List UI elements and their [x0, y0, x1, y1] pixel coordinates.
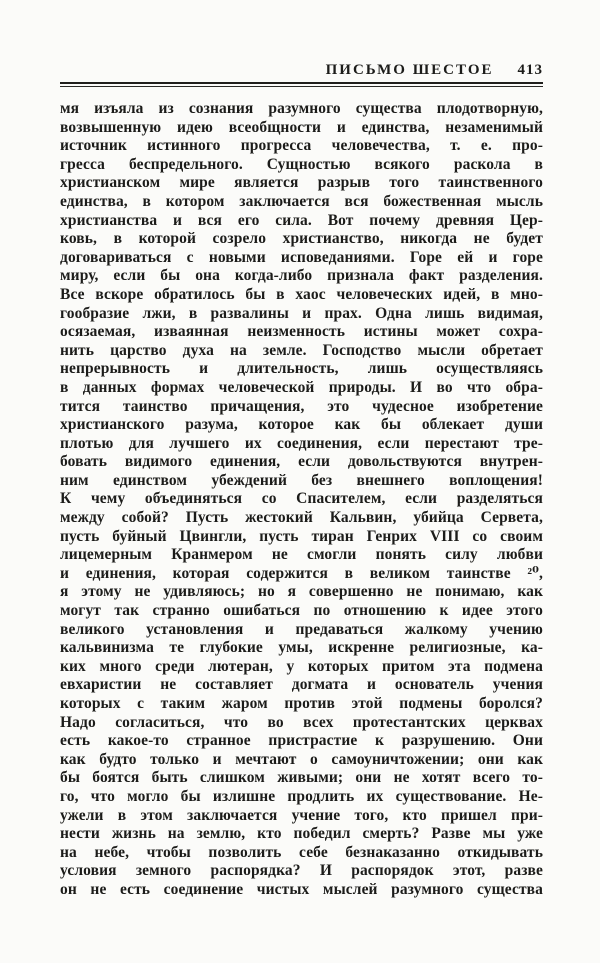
- text-line: в данных формах человеческой природы. И во что обра-: [60, 378, 543, 396]
- text-line: непрерывность и длительность, лишь осуществляясь: [60, 360, 543, 378]
- text-line: ужели в этом заключается учение того, кто пришел при-: [60, 806, 543, 824]
- text-line: лицемерным Кранмером не смогли понять силу любви: [60, 546, 543, 564]
- text-line: гресса беспредельного. Сущностью всякого раскола в: [60, 155, 543, 173]
- text-line: есть какое-то странное пристрастие к разрушению. Они: [60, 732, 543, 750]
- text-line: христианском мире является разрыв того таинственного: [60, 174, 543, 192]
- body-text: [60, 100, 543, 900]
- text-line: го, что могло бы излишне продлить их существование. Не-: [60, 787, 543, 805]
- text-line: пусть буйный Цвингли, пусть тиран Генрих VIII со своим: [60, 527, 543, 545]
- text-line: миру, если бы она когда-либо признала факт разделения.: [60, 267, 543, 285]
- text-line: евхаристии не составляет догмата и основатель учения: [60, 676, 543, 694]
- text-line: нить царство духа на земле. Господство мысли обретает: [60, 341, 543, 359]
- text-line: Все вскоре обратилось бы в хаос человеческих идей, в мно-: [60, 285, 543, 303]
- text-line: единства, в котором заключается вся божественная мысль: [60, 192, 543, 210]
- text-line: нести жизнь на землю, кто победил смерть? Разве мы уже: [60, 825, 543, 843]
- text-line: и единения, которая содержится в великом таинстве ²⁰,: [60, 564, 543, 582]
- text-line: между собой? Пусть жестокий Кальвин, убийца Сервета,: [60, 509, 543, 527]
- page-number: 413: [517, 62, 543, 78]
- text-line: Надо согласиться, что во всех протестантских церквах: [60, 713, 543, 731]
- text-line: возвышенную идею всеобщности и единства, незаменимый: [60, 118, 543, 136]
- text-line: договариваться с новыми исповеданиями. Горе ей и горе: [60, 248, 543, 266]
- text-line: осязаемая, изваянная неизменность истины может сохра-: [60, 323, 543, 341]
- text-line: могут так странно ошибаться по отношению к идее этого: [60, 602, 543, 620]
- text-line: христианства и вся его сила. Вот почему древняя Цер-: [60, 211, 543, 229]
- text-line: кальвинизма те глубокие умы, искренне религиозные, ка-: [60, 639, 543, 657]
- text-line: великого установления и предаваться жалкому учению: [60, 620, 543, 638]
- text-line: бовать видимого единения, если довольствуются внутрен-: [60, 453, 543, 471]
- text-line: я этому не удивляюсь; но я совершенно не понимаю, как: [60, 583, 543, 601]
- text-line: мя изъяла из сознания разумного существа плодотворную,: [60, 100, 543, 117]
- running-title: ПИСЬМО ШЕСТОЕ: [325, 62, 494, 78]
- text-line: христианского разума, которое как бы облекает души: [60, 416, 543, 434]
- text-line: ним единством убеждений без внешнего воплощения!: [60, 471, 543, 489]
- text-line: гообразие лжи, в развалины и прах. Одна лишь видимая,: [60, 304, 543, 322]
- running-header: [60, 0, 543, 79]
- text-line: К чему объединяться со Спасителем, если разделяться: [60, 490, 543, 508]
- text-line: условия земного распорядка? И распорядок этот, разве: [60, 862, 543, 880]
- text-line: ких много среди лютеран, у которых притом эта подмена: [60, 657, 543, 675]
- text-line: тится таинство причащения, это чудесное изобретение: [60, 397, 543, 415]
- text-line: которых с таким жаром против этой подмены боролся?: [60, 695, 543, 712]
- text-line: на небе, чтобы позволить себе безнаказанно откидывать: [60, 843, 543, 861]
- header-rule: [60, 82, 543, 87]
- text-line: как будто только и мечтают о самоуничтожении; они как: [60, 750, 543, 768]
- text-line: источник истинного прогресса человечества, т. е. про-: [60, 137, 543, 155]
- text-line: он не есть соединение чистых мыслей разумного существа: [60, 880, 543, 898]
- text-line: ковь, в которой созрело христианство, никогда не будет: [60, 230, 543, 248]
- text-line: плотью для лучшего их соединения, если перестают тре-: [60, 434, 543, 452]
- text-line: бы боятся быть слишком живыми; они не хотят всего то-: [60, 769, 543, 787]
